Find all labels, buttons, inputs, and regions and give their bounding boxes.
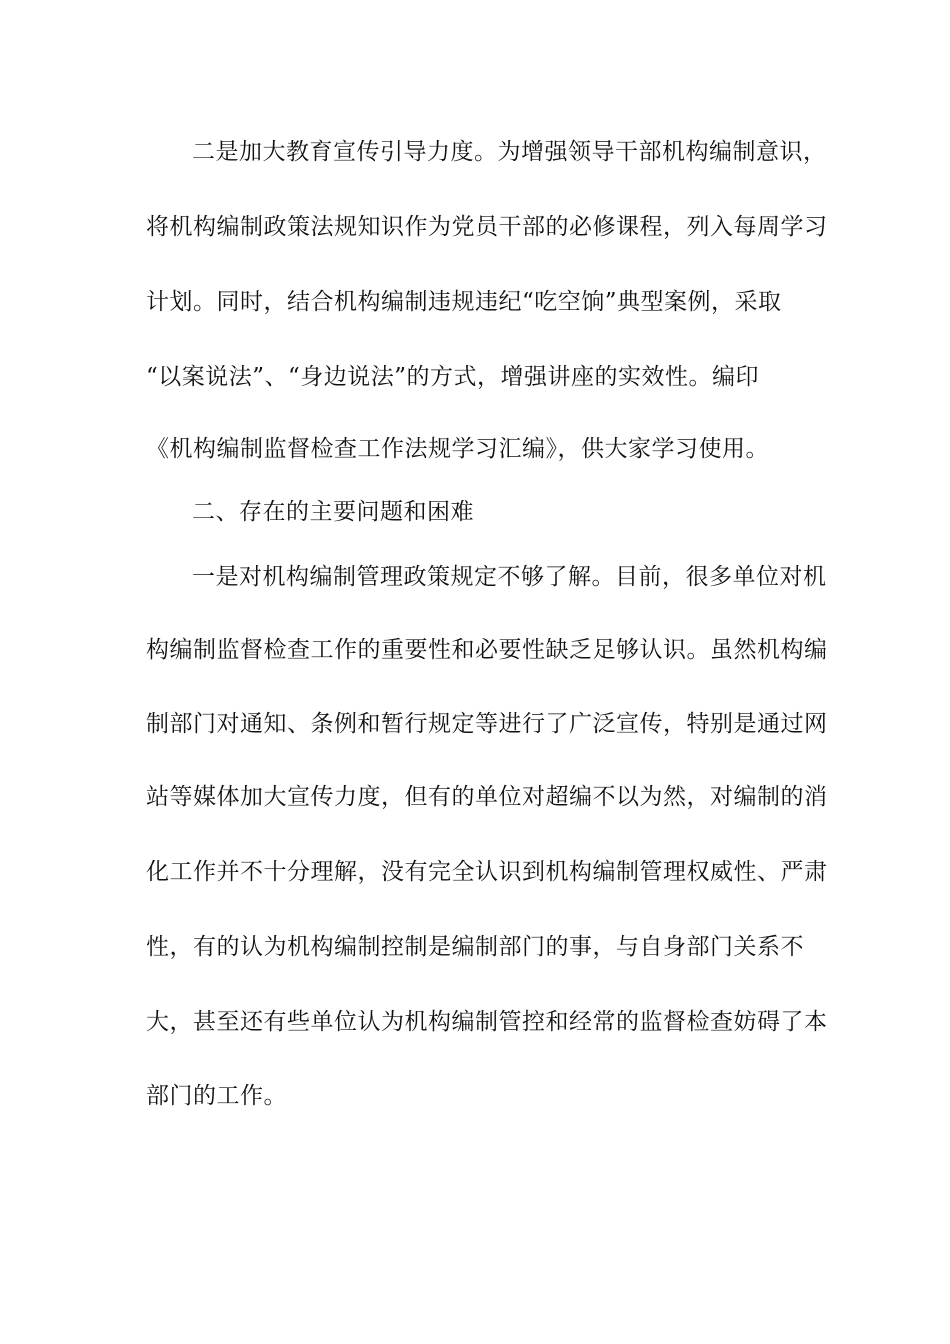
paragraph-2-line-6: 性，有的认为机构编制控制是编制部门的事，与自身部门关系不: [146, 934, 804, 960]
paragraph-1-line-5: 《机构编制监督检查工作法规学习汇编》，供大家学习使用。: [146, 436, 769, 462]
paragraph-1-line-2: 将机构编制政策法规知识作为党员干部的必修课程，列入每周学习: [146, 214, 828, 240]
section-heading: 二、存在的主要问题和困难: [192, 499, 474, 525]
paragraph-1-line-3: 计划。同时，结合机构编制违规违纪“吃空饷”典型案例，采取: [146, 289, 782, 315]
paragraph-2-line-1: 一是对机构编制管理政策规定不够了解。目前，很多单位对机: [192, 564, 827, 590]
paragraph-2-line-5: 化工作并不十分理解，没有完全认识到机构编制管理权威性、严肃: [146, 859, 828, 885]
paragraph-2-line-7: 大，甚至还有些单位认为机构编制管控和经常的监督检查妨碍了本: [146, 1009, 828, 1035]
paragraph-1-line-4: “以案说法”、“身边说法”的方式，增强讲座的实效性。编印: [146, 364, 760, 390]
paragraph-1-line-1: 二是加大教育宣传引导力度。为增强领导干部机构编制意识，: [192, 139, 827, 165]
paragraph-2-line-4: 站等媒体加大宣传力度，但有的单位对超编不以为然，对编制的消: [146, 784, 828, 810]
paragraph-2-line-8: 部门的工作。: [146, 1083, 287, 1109]
paragraph-2-line-2: 构编制监督检查工作的重要性和必要性缺乏足够认识。虽然机构编: [146, 637, 828, 663]
paragraph-2-line-3: 制部门对通知、条例和暂行规定等进行了广泛宣传，特别是通过网: [146, 711, 828, 737]
